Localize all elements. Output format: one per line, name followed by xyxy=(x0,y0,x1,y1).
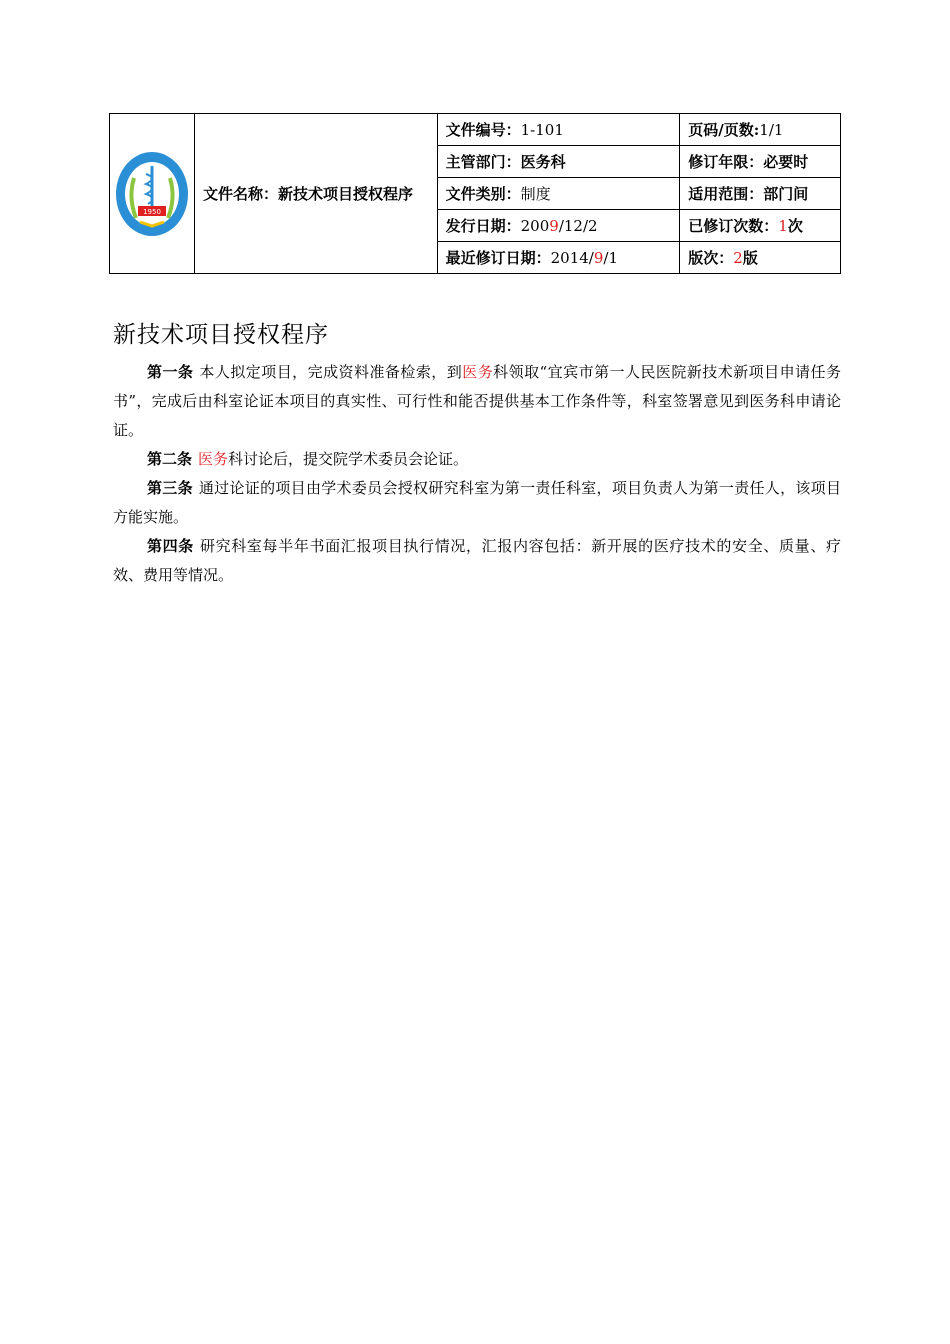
revisions-cell xyxy=(680,210,841,242)
scope-label: 适用范围： xyxy=(688,185,764,203)
page-value: 1/1 xyxy=(759,121,784,139)
issue-date-part-b: 9 xyxy=(549,217,559,235)
doc-no-label: 文件编号： xyxy=(445,121,521,139)
category-label: 文件类别： xyxy=(445,185,521,203)
issue-date-label: 发行日期： xyxy=(445,217,521,235)
article-text-post: 科领取“宜宾市第一人民医院新技术新项目申请任务书”，完成后由科室论证本项目的真实性、可行性和能否提供基本工作条件等，科室签署意见到医务科申请论证。 xyxy=(113,363,841,439)
article-text-pre: 通过论证的项目由学术委员会授权研究科室为第一责任科室，项目负责人为第一责任人，该项目方能实施。 xyxy=(113,479,841,526)
article-text-pre: 本人拟定项目，完成资料准备检索，到 xyxy=(199,363,463,381)
version-label: 版次： xyxy=(688,249,734,267)
revisions-label: 已修订次数： xyxy=(688,217,779,235)
last-revised-part-b: 9 xyxy=(593,249,604,267)
issue-date-part-a: 200 xyxy=(520,217,550,235)
scope-value: 部门间 xyxy=(763,185,809,203)
article-label: 第四条 xyxy=(147,537,194,555)
last-revised-label: 最近修订日期： xyxy=(445,249,551,267)
article-highlight: 医务 xyxy=(462,363,494,381)
file-name-label: 文件名称： xyxy=(202,184,278,203)
hospital-logo-icon xyxy=(114,148,190,240)
doc-no-value: 1-101 xyxy=(520,121,564,139)
article-2 xyxy=(113,445,841,474)
document-body xyxy=(113,358,841,590)
page-title: 新技术项目授权程序 xyxy=(113,322,329,348)
article-3 xyxy=(113,474,841,532)
last-revised-part-c: /1 xyxy=(603,249,619,267)
article-label: 第一条 xyxy=(147,363,194,381)
document-header-table xyxy=(109,113,841,274)
file-name-value: 新技术项目授权程序 xyxy=(277,184,413,203)
article-label: 第三条 xyxy=(147,479,193,497)
doc-no-cell xyxy=(437,114,680,146)
article-highlight: 医务 xyxy=(198,450,229,468)
logo-cell xyxy=(110,114,195,274)
version-unit: 版 xyxy=(742,249,758,267)
dept-value: 医务科 xyxy=(520,153,566,171)
article-text-post: 科讨论后，提交院学术委员会论证。 xyxy=(228,450,469,468)
file-name-cell xyxy=(194,114,437,274)
revision-period-label: 修订年限： xyxy=(688,153,764,171)
category-value: 制度 xyxy=(520,185,551,203)
logo-year: 1950 xyxy=(143,207,161,216)
article-1 xyxy=(113,358,841,445)
issue-date-cell xyxy=(437,210,680,242)
dept-cell xyxy=(437,146,680,178)
article-text-pre: 研究科室每半年书面汇报项目执行情况，汇报内容包括：新开展的医疗技术的安全、质量、疗效、费用等情况。 xyxy=(113,537,841,584)
scope-cell xyxy=(680,178,841,210)
last-revised-cell xyxy=(437,242,680,274)
last-revised-part-a: 2014/ xyxy=(550,249,594,267)
issue-date-part-c: /12/2 xyxy=(558,217,598,235)
revision-period-value: 必要时 xyxy=(763,153,809,171)
category-cell xyxy=(437,178,680,210)
version-num: 2 xyxy=(733,249,743,267)
revisions-count: 1 xyxy=(778,217,788,235)
revision-period-cell xyxy=(680,146,841,178)
article-4 xyxy=(113,532,841,590)
revisions-unit: 次 xyxy=(787,217,803,235)
page-label: 页码/页数: xyxy=(688,121,760,139)
dept-label: 主管部门： xyxy=(445,153,521,171)
article-label: 第二条 xyxy=(147,450,193,468)
page-cell xyxy=(680,114,841,146)
version-cell xyxy=(680,242,841,274)
